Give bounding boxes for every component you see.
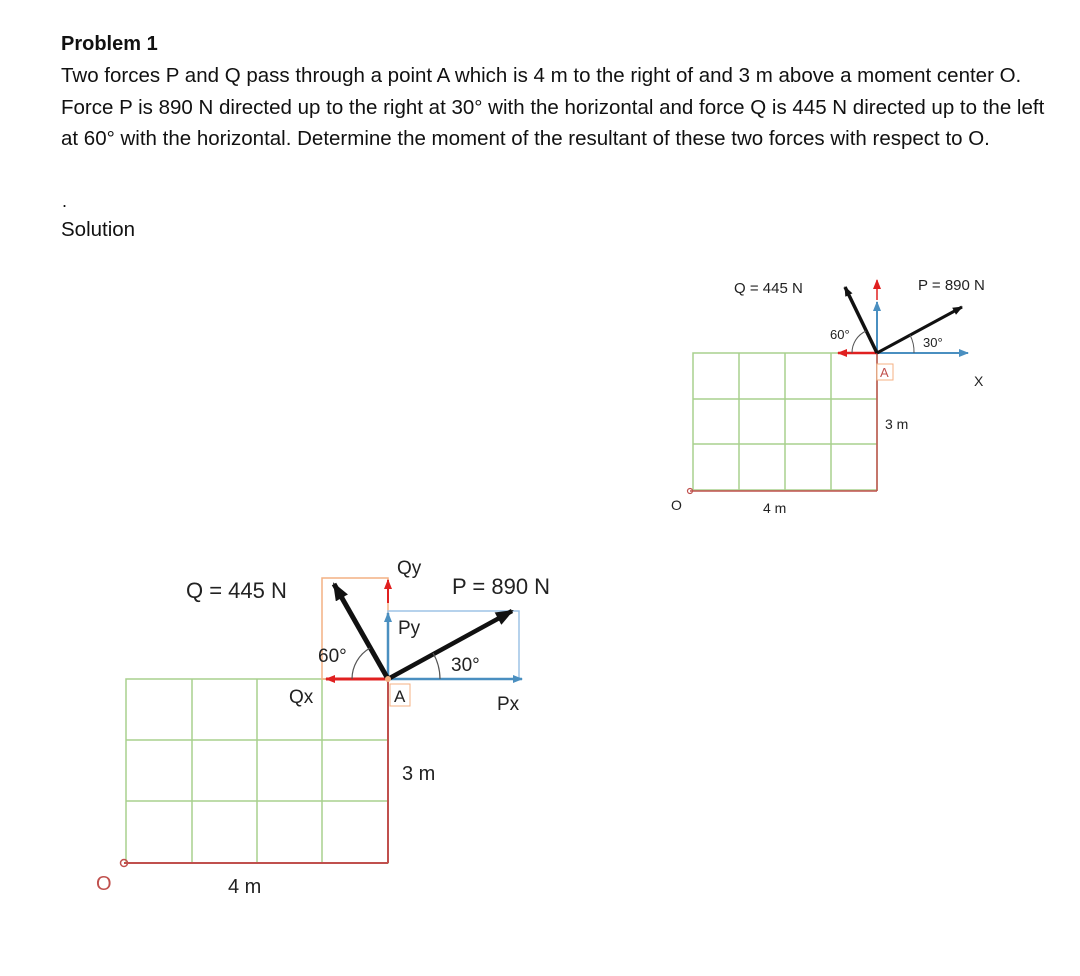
problem-statement: Two forces P and Q pass through a point A which is 4 m to the right of and 3 m above a moment center O. Force P is 890 N directed up to the right at 30° with the horizontal and force Q is 445 N directed up to the left at 60° with the horizontal. Determine the moment of the resultant of these two forces with respect to O. (61, 64, 1045, 150)
small-width-label: 4 m (763, 500, 787, 516)
large-point-a-dot (385, 676, 391, 682)
large-qx-label: Qx (289, 687, 314, 708)
small-p-label: P = 890 N (918, 277, 985, 294)
large-grid (126, 679, 388, 863)
large-figure (96, 558, 550, 898)
large-angle-q-arc (352, 648, 370, 679)
small-angle-q-arc (852, 331, 866, 353)
small-angle-p-arc (910, 335, 914, 353)
solution-label: Solution (61, 218, 136, 241)
large-angle-p-arc (433, 653, 440, 679)
large-px-label: Px (497, 694, 520, 715)
large-width-label: 4 m (228, 876, 262, 898)
stray-dot: . (62, 191, 68, 211)
small-angle-q-label: 60° (830, 327, 850, 342)
small-point-a-label: A (880, 365, 889, 380)
large-point-a-label: A (394, 687, 406, 706)
problem-title: Problem 1 (61, 33, 158, 55)
large-p-label: P = 890 N (452, 574, 551, 599)
small-figure (671, 277, 985, 516)
small-height-label: 3 m (885, 416, 909, 432)
small-grid (693, 353, 877, 490)
small-q-label: Q = 445 N (734, 280, 803, 297)
small-angle-p-label: 30° (923, 335, 943, 350)
small-q-arrow (845, 287, 877, 353)
large-angle-q-label: 60° (318, 646, 347, 667)
large-q-label: Q = 445 N (186, 578, 287, 603)
small-x-label: X (974, 373, 984, 389)
large-qy-label: Qy (397, 558, 422, 579)
small-origin-label: O (671, 497, 682, 513)
large-height-label: 3 m (402, 763, 436, 785)
small-p-arrow (877, 307, 962, 353)
large-origin-label: O (96, 873, 112, 895)
large-py-label: Py (398, 618, 421, 639)
large-angle-p-label: 30° (451, 655, 480, 676)
